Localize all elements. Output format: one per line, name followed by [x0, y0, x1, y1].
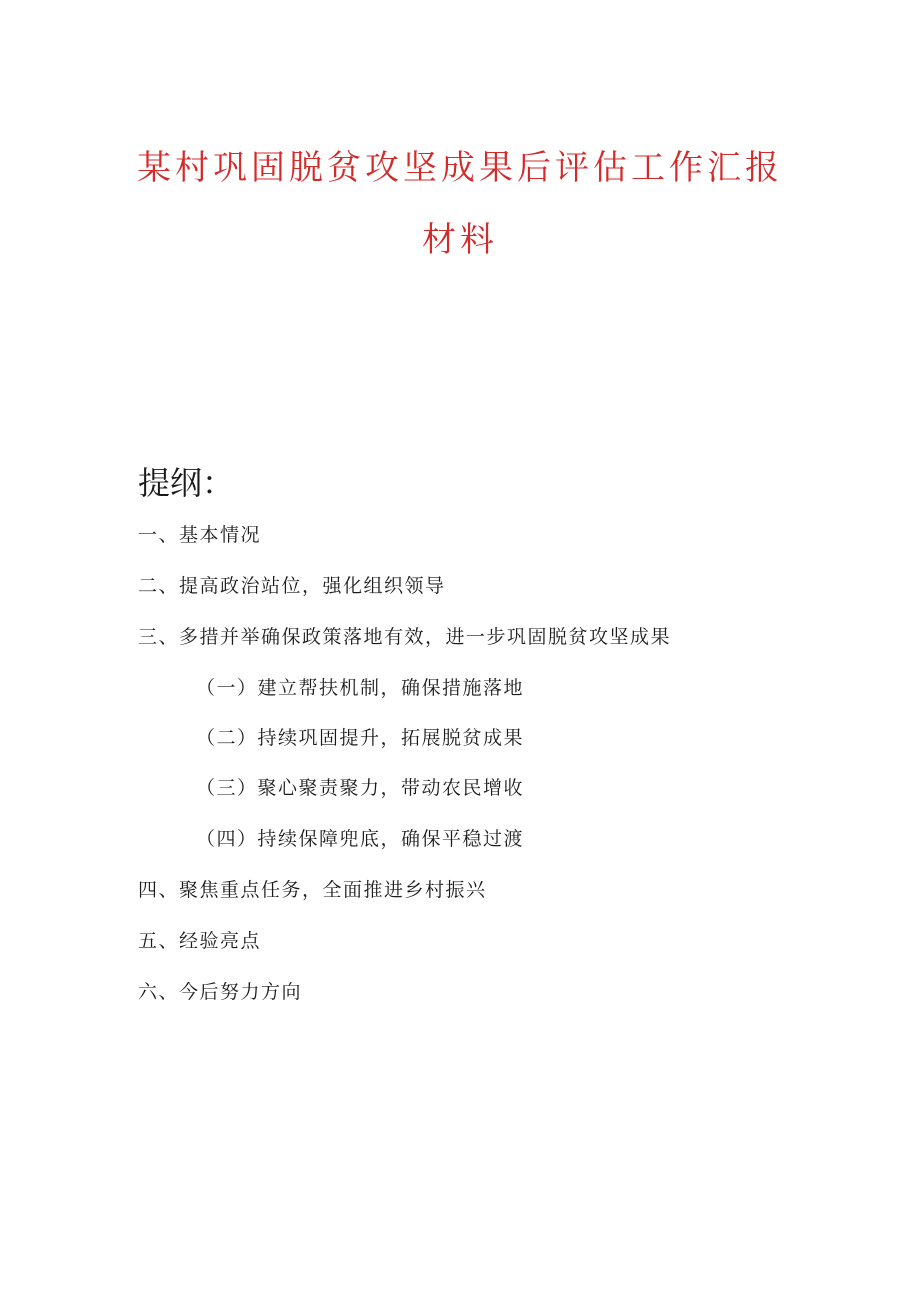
outline-item-basic-situation: 一、基本情况 [138, 524, 262, 546]
outline-item-policy-implementation: 三、多措并举确保政策落地有效，进一步巩固脱贫攻坚成果 [138, 626, 672, 648]
document-title-line-2: 材料 [422, 220, 498, 260]
outline-item-rural-revitalization: 四、聚焦重点任务，全面推进乡村振兴 [138, 879, 487, 901]
outline-item-future-direction: 六、今后努力方向 [138, 981, 303, 1003]
outline-subitem-safety-net: （四）持续保障兜底，确保平稳过渡 [196, 828, 525, 850]
document-title-line-1: 某村巩固脱贫攻坚成果后评估工作汇报 [137, 148, 783, 188]
outline-item-highlights: 五、经验亮点 [138, 930, 262, 952]
outline-subitem-consolidate-results: （二）持续巩固提升，拓展脱贫成果 [196, 727, 525, 749]
outline-item-political-stance: 二、提高政治站位，强化组织领导 [138, 575, 446, 597]
outline-subitem-farmer-income: （三）聚心聚责聚力，带动农民增收 [196, 777, 525, 799]
outline-subitem-assistance-mechanism: （一）建立帮扶机制，确保措施落地 [196, 677, 525, 699]
outline-heading: 提纲： [138, 464, 235, 502]
